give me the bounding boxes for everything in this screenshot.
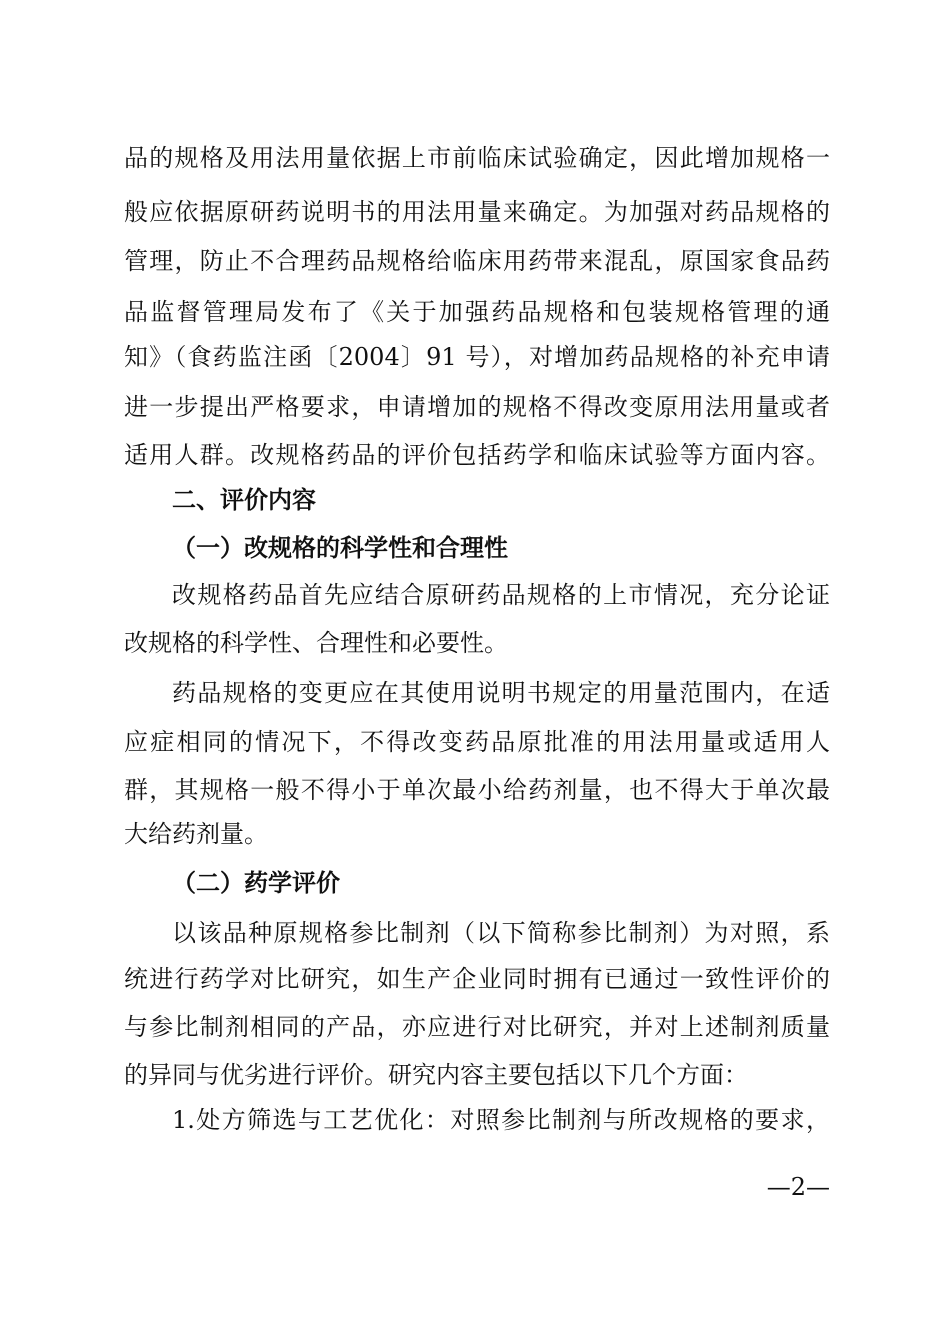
paragraph-line: 知》（食药监注函〔2004〕91 号），对增加药品规格的补充申请 xyxy=(124,343,830,371)
paragraph-line: 般应依据原研药说明书的用法用量来确定。为加强对药品规格的 xyxy=(124,198,830,226)
paragraph-line: 品的规格及用法用量依据上市前临床试验确定，因此增加规格一 xyxy=(124,144,830,172)
paragraph-line: 改规格药品首先应结合原研药品规格的上市情况，充分论证 xyxy=(172,581,830,609)
paragraph-line: 以该品种原规格参比制剂（以下简称参比制剂）为对照，系 xyxy=(172,919,830,947)
paragraph-line: 药品规格的变更应在其使用说明书规定的用量范围内，在适 xyxy=(172,679,830,707)
paragraph-line: 进一步提出严格要求，申请增加的规格不得改变原用法用量或者 xyxy=(124,393,830,421)
subsection-heading: （一）改规格的科学性和合理性 xyxy=(172,534,508,562)
paragraph-line: 应症相同的情况下，不得改变药品原批准的用法用量或适用人 xyxy=(124,728,830,756)
paragraph-line: 管理，防止不合理药品规格给临床用药带来混乱，原国家食品药 xyxy=(124,247,830,275)
paragraph-line: 的异同与优劣进行评价。研究内容主要包括以下几个方面： xyxy=(124,1061,748,1089)
subsection-heading: （二）药学评价 xyxy=(172,869,340,897)
paragraph-line: 适用人群。改规格药品的评价包括药学和临床试验等方面内容。 xyxy=(124,441,830,469)
paragraph-line: 1.处方筛选与工艺优化：对照参比制剂与所改规格的要求， xyxy=(172,1106,830,1134)
page-number: —2— xyxy=(766,1173,830,1201)
section-heading: 二、评价内容 xyxy=(172,486,316,514)
paragraph-line: 大给药剂量。 xyxy=(124,820,268,848)
paragraph-line: 统进行药学对比研究，如生产企业同时拥有已通过一致性评价的 xyxy=(124,965,830,993)
paragraph-line: 品监督管理局发布了《关于加强药品规格和包装规格管理的通 xyxy=(124,298,830,326)
paragraph-line: 与参比制剂相同的产品，亦应进行对比研究，并对上述制剂质量 xyxy=(124,1013,830,1041)
paragraph-line: 改规格的科学性、合理性和必要性。 xyxy=(124,629,508,657)
paragraph-line: 群，其规格一般不得小于单次最小给药剂量，也不得大于单次最 xyxy=(124,776,830,804)
